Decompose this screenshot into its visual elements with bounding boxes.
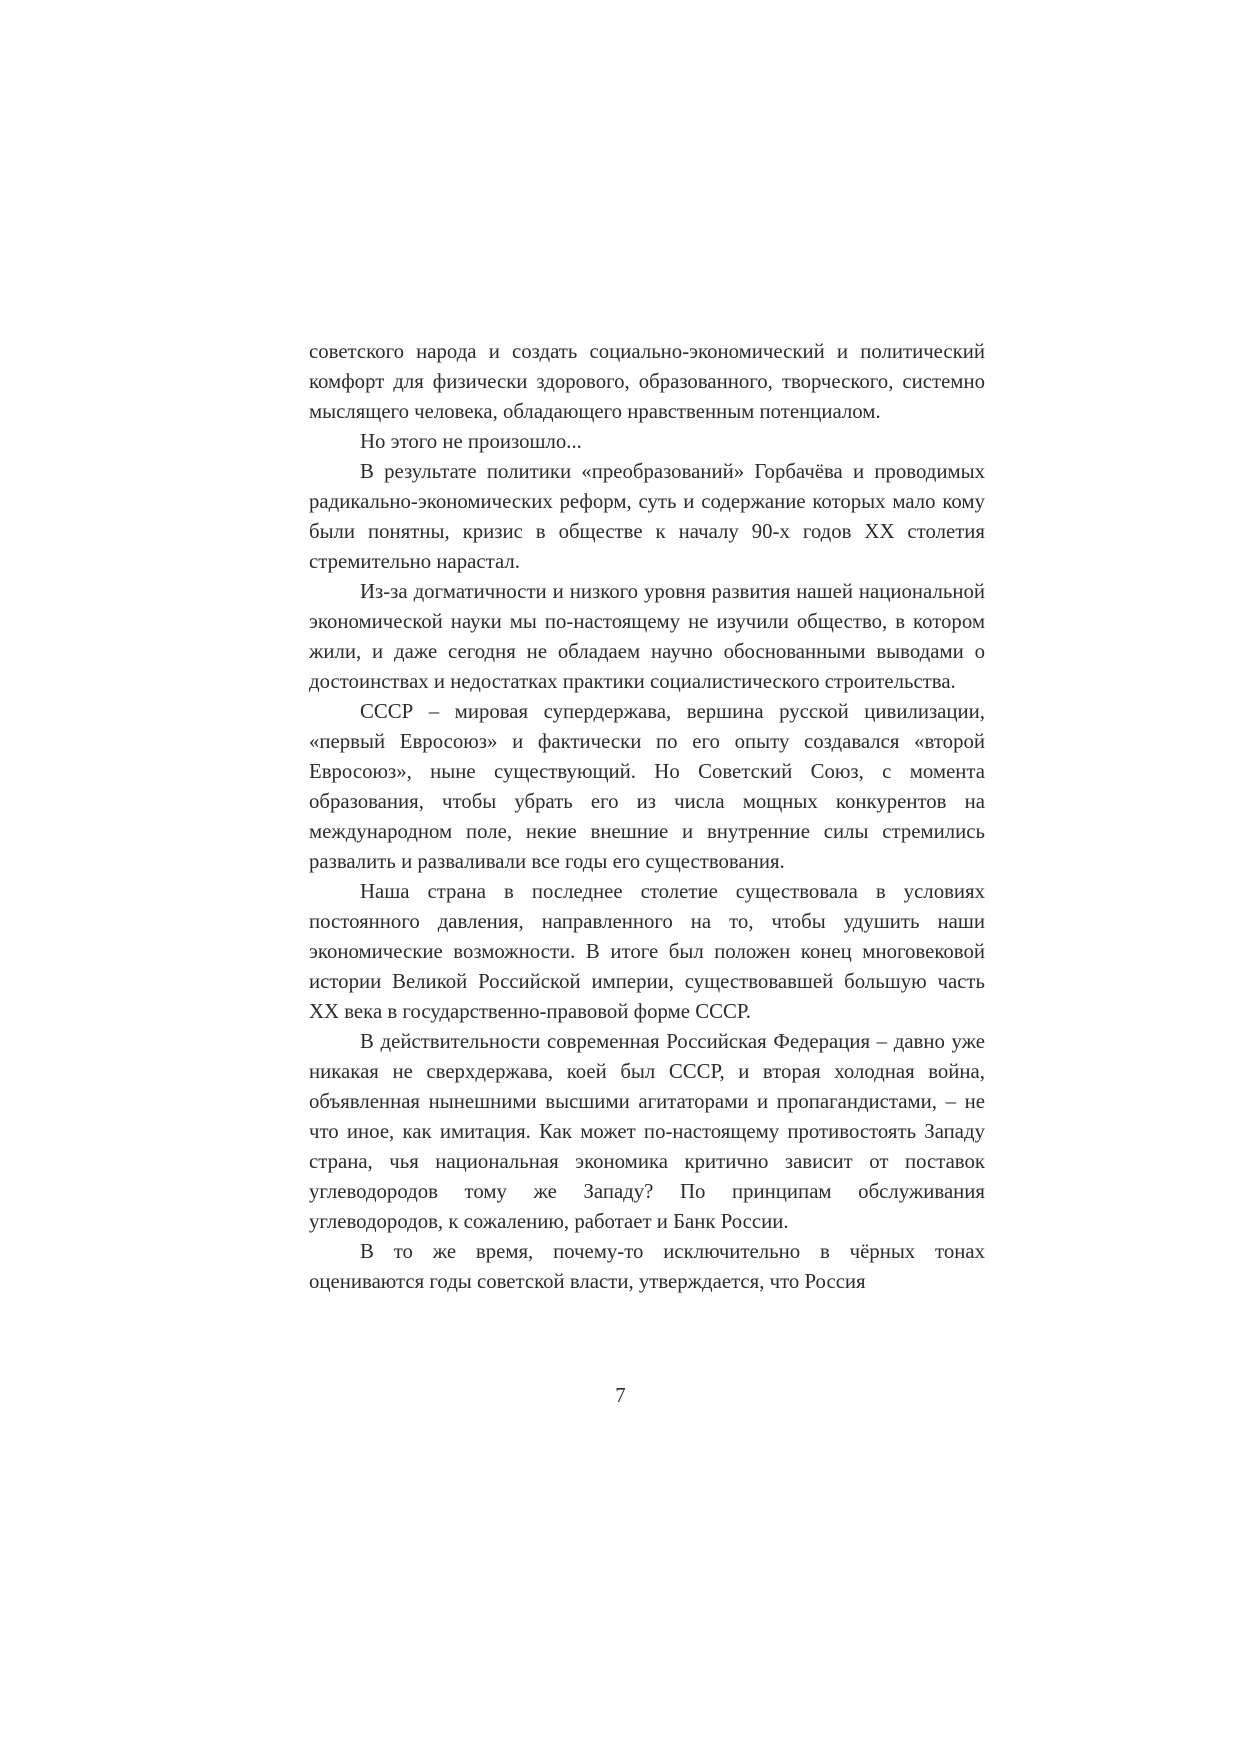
paragraph-truncated: В то же время, почему-то исключительно в чёрных тонах оцениваются годы советской власти, утверждается, что Россия [309, 1240, 985, 1293]
page-number: 7 [615, 1384, 626, 1407]
body-text [309, 337, 985, 1297]
paragraph: Наша страна в последнее столетие существовала в условиях постоянного давления, направленного на то, чтобы удушить наши экономические возможности. В итоге был положен конец многовековой истории Великой Российской империи, существовавшей большую часть XX века в государственно-правовой форме СССР. [309, 880, 985, 1023]
paragraph: СССР – мировая супердержава, вершина русской цивилизации, «первый Евросоюз» и фактически по его опыту создавался «второй Евросоюз», ныне существующий. Но Советский Союз, с момента образования, чтобы убрать его из числа мощных конкурентов на международном поле, некие внешние и внутренние силы стремились развалить и разваливали все годы его существования. [309, 700, 985, 873]
paragraph: В действительности современная Российская Федерация – давно уже никакая не сверхдержава, коей был СССР, и вторая холодная война, объявленная нынешними высшими агитаторами и пропагандистами, – не что иное, как имитация. Как может по-настоящему противостоять Западу страна, чья национальная экономика критично зависит от поставок углеводородов тому же Западу? По принципам обслуживания углеводородов, к сожалению, работает и Банк России. [309, 1030, 985, 1233]
paragraph: В результате политики «преобразований» Горбачёва и проводимых радикально-экономических реформ, суть и содержание которых мало кому были понятны, кризис в обществе к началу 90-х годов XX столетия стремительно нарастал. [309, 460, 985, 573]
paragraph-continuation: советского народа и создать социально-экономический и политический комфорт для физически здорового, образованного, творческого, системно мыслящего человека, обладающего нравственным потенциалом. [309, 340, 985, 423]
paragraph: Но этого не произошло... [360, 430, 582, 453]
paragraph: Из-за догматичности и низкого уровня развития нашей национальной экономической науки мы по-настоящему не изучили общество, в котором жили, и даже сегодня не обладаем научно обоснованными выводами о достоинствах и недостатках практики социалистического строительства. [309, 580, 985, 693]
